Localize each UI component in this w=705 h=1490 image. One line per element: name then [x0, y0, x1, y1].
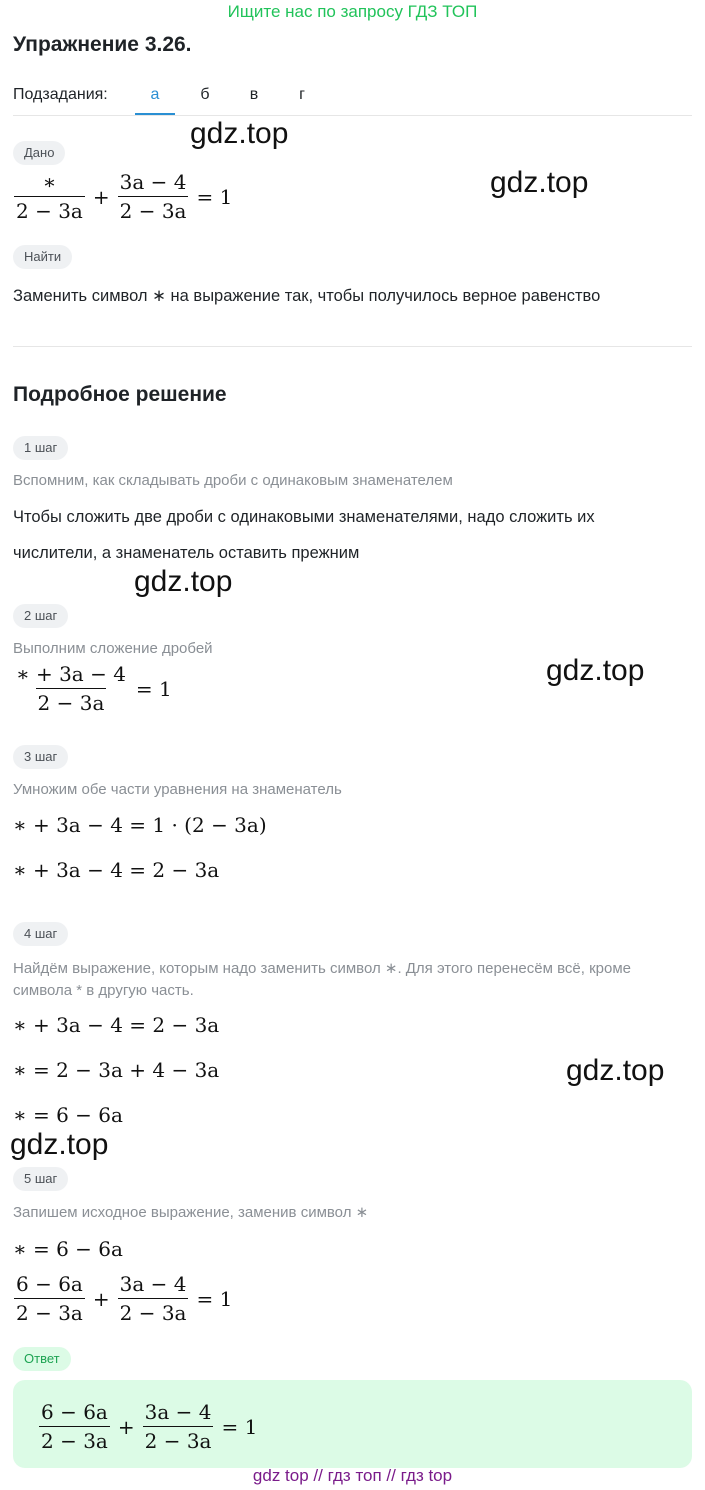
fraction	[14, 1272, 85, 1325]
step-4-equation-2: ∗ = 2 − 3a + 4 − 3a	[13, 1058, 220, 1082]
equation-rhs: = 1	[135, 676, 172, 701]
watermark: gdz.top	[134, 565, 233, 598]
numerator: 3a − 4	[119, 170, 187, 194]
watermark: gdz.top	[546, 654, 645, 687]
numerator: 6 − 6a	[41, 1400, 108, 1424]
watermark: gdz.top	[490, 166, 589, 199]
watermark: gdz.top	[10, 1128, 109, 1161]
promo-banner[interactable]: Ищите нас по запросу ГДЗ ТОП	[227, 2, 478, 21]
fraction	[14, 170, 85, 223]
denominator: 2 − 3a	[118, 1298, 189, 1325]
step-2-badge: 2 шаг	[13, 604, 68, 628]
fraction	[118, 170, 189, 223]
equation-rhs: = 1	[196, 184, 233, 209]
find-badge: Найти	[13, 245, 72, 269]
operator: +	[117, 1414, 135, 1439]
numerator: 6 − 6a	[16, 1272, 83, 1296]
tab-b[interactable]: б	[200, 86, 210, 103]
step-1-text-line2: числители, а знаменатель оставить прежним	[13, 544, 360, 562]
step-3-badge: 3 шаг	[13, 745, 68, 769]
numerator: ∗	[42, 170, 57, 194]
denominator: 2 − 3a	[39, 1426, 110, 1453]
step-4-equation-3: ∗ = 6 − 6a	[13, 1103, 123, 1127]
tab-a[interactable]: а	[150, 86, 160, 103]
step-1-text-line1: Чтобы сложить две дроби с одинаковыми знаменателями, надо сложить их	[13, 508, 595, 526]
section-divider	[13, 346, 692, 347]
numerator: 3a − 4	[144, 1400, 212, 1424]
step-5-equation-1: ∗ = 6 − 6a	[13, 1237, 123, 1261]
answer-badge: Ответ	[13, 1347, 71, 1371]
operator: +	[92, 184, 110, 209]
tab-v[interactable]: в	[249, 86, 259, 103]
fraction	[118, 1272, 189, 1325]
fraction	[143, 1400, 214, 1453]
step-4-badge: 4 шаг	[13, 922, 68, 946]
footer-links[interactable]: gdz top // гдз топ // гдз top	[252, 1466, 453, 1485]
step-5-hint: Запишем исходное выражение, заменив символ ∗	[13, 1204, 369, 1221]
numerator: ∗ + 3a − 4	[16, 662, 126, 686]
denominator: 2 − 3a	[36, 688, 107, 715]
step-1-hint: Вспомним, как складывать дроби с одинаковым знаменателем	[13, 472, 453, 489]
subtasks-label: Подзадания:	[13, 86, 108, 103]
step-4-equation-1: ∗ + 3a − 4 = 2 − 3a	[13, 1013, 220, 1037]
step-2-equation	[11, 662, 177, 715]
step-4-hint-line2: символа * в другую часть.	[13, 982, 194, 999]
step-4-hint-line1: Найдём выражение, которым надо заменить символ ∗. Для этого перенесём всё, кроме	[13, 960, 631, 977]
fraction	[14, 662, 128, 715]
solution-heading: Подробное решение	[13, 383, 227, 406]
step-2-hint: Выполним сложение дробей	[13, 640, 213, 657]
step-5-equation-2	[11, 1272, 237, 1325]
step-3-hint: Умножим обе части уравнения на знаменатель	[13, 781, 342, 798]
numerator: 3a − 4	[119, 1272, 187, 1296]
denominator: 2 − 3a	[14, 196, 85, 223]
step-1-badge: 1 шаг	[13, 436, 68, 460]
find-text: Заменить символ ∗ на выражение так, чтобы получилось верное равенство	[13, 287, 601, 305]
step-3-equation-1: ∗ + 3a − 4 = 1 · (2 − 3a)	[13, 813, 267, 837]
watermark: gdz.top	[190, 117, 289, 150]
step-3-equation-2: ∗ + 3a − 4 = 2 − 3a	[13, 858, 220, 882]
given-equation	[11, 170, 237, 223]
given-badge: Дано	[13, 141, 65, 165]
step-5-badge: 5 шаг	[13, 1167, 68, 1191]
answer-equation	[36, 1400, 262, 1453]
denominator: 2 − 3a	[143, 1426, 214, 1453]
tabs-divider	[13, 115, 692, 116]
equation-rhs: = 1	[221, 1414, 258, 1439]
denominator: 2 − 3a	[14, 1298, 85, 1325]
fraction	[39, 1400, 110, 1453]
tab-g[interactable]: г	[299, 86, 305, 103]
page-title: Упражнение 3.26.	[13, 33, 192, 56]
watermark: gdz.top	[566, 1054, 665, 1087]
denominator: 2 − 3a	[118, 196, 189, 223]
operator: +	[92, 1286, 110, 1311]
equation-rhs: = 1	[196, 1286, 233, 1311]
